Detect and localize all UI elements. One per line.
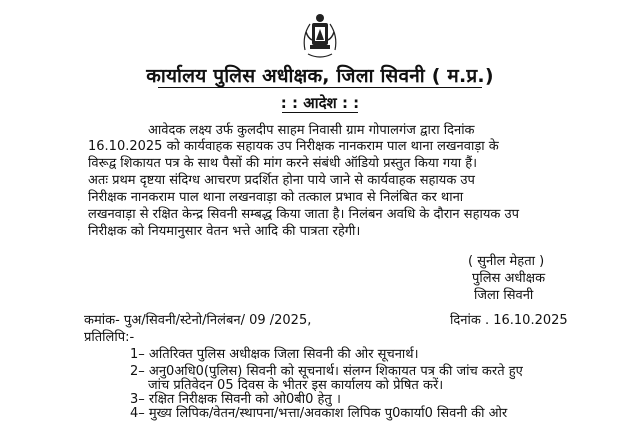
- copy-to-item: 3– रक्षित निरीक्षक सिवनी को ओ0बी0 हेतु ।: [130, 392, 341, 407]
- reference-number: कमांक- पुअ/सिवनी/स्टेनो/निलंबन/ 09 /2025,: [84, 313, 312, 328]
- copy-to-label: प्रतिलिपि:-: [84, 330, 135, 345]
- signatory-name: ( सुनील मेहता ): [468, 254, 545, 269]
- order-title: : : आदेश : :: [280, 94, 360, 112]
- body-line: लखनवाड़ा से रक्षित केन्द्र सिवनी सम्बद्ध किया जाता है। निलंबन अवधि के दौरान सहायक उप: [88, 207, 520, 222]
- reference-date: दिनांक . 16.10.2025: [450, 313, 568, 328]
- office-title-underline: [158, 87, 482, 88]
- office-title: कार्यालय पुलिस अधीक्षक, जिला सिवनी ( म.प्र.): [146, 65, 494, 87]
- copy-to-item: 2– अनु0अधि0(पुलिस) सिवनी को सूचनार्थ। संलग्न शिकायत पत्र की जांच करते हुए: [130, 364, 523, 379]
- signatory-designation: पुलिस अधीक्षक: [472, 271, 546, 286]
- signatory-district: जिला सिवनी: [474, 288, 534, 303]
- body-line: आवेदक लक्ष्य उर्फ कुलदीप साहम निवासी ग्राम गोपालगंज द्वारा दिनांक: [148, 123, 475, 138]
- copy-to-item: जांच प्रतिवेदन 05 दिवस के भीतर इस कार्यालय को प्रेषित करें।: [148, 378, 444, 393]
- state-emblem-icon: [298, 10, 342, 60]
- copy-to-item: 1– अतिरिक्त पुलिस अधीक्षक जिला सिवनी की ओर सूचनार्थ।: [130, 347, 419, 362]
- body-line: विरूद्व शिकायत पत्र के साथ पैसों की मांग करने संबंधी ऑडियो प्रस्तुत किया गया हैं।: [88, 156, 478, 171]
- body-line: निरीक्षक को नियमानुसार वेतन भत्ते आदि की पात्रता रहेगी।: [88, 224, 361, 239]
- body-line: निरीक्षक नानकराम पाल थाना लखनवाड़ा को तत्काल प्रभाव से निलंबित कर थाना: [88, 190, 464, 205]
- body-line: 16.10.2025 को कार्यवाहक सहायक उप निरीक्षक नानकराम पाल थाना लखनवाड़ा के: [88, 139, 499, 154]
- order-title-underline: [282, 112, 358, 113]
- copy-to-item: 4– मुख्य लिपिक/वेतन/स्थापना/भत्ता/अवकाश लिपिक पु0कार्या0 सिवनी की ओर: [130, 406, 508, 421]
- body-line: अतः प्रथम दृष्टया संदिग्ध आचरण प्रदर्शित होना पाये जाने से कार्यवाहक सहायक उप: [88, 173, 475, 188]
